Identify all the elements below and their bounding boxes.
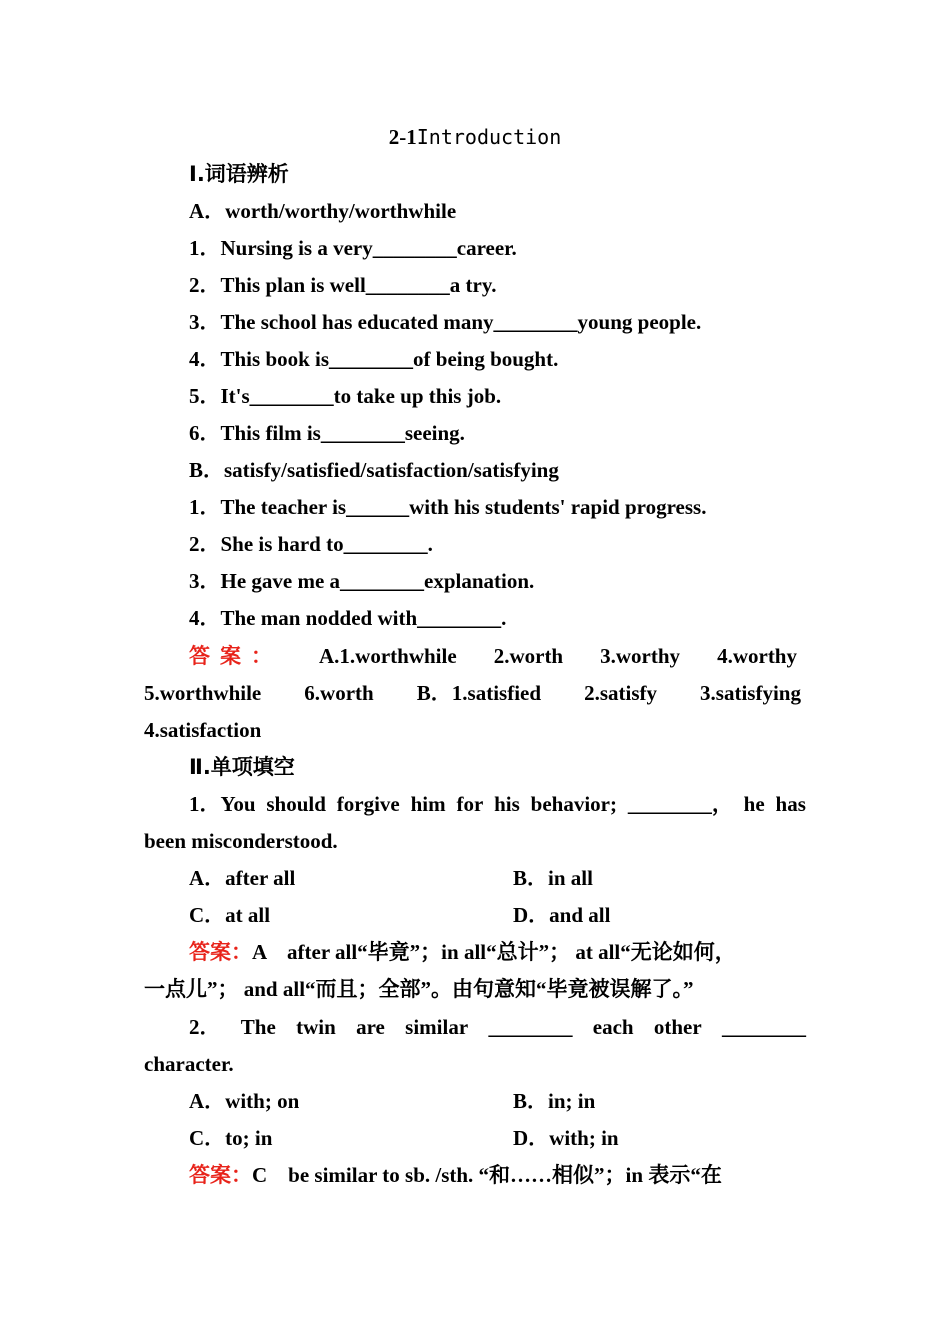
- q2-line1: [189, 1014, 806, 1040]
- answer-value: A.1.worthwhile: [319, 644, 457, 668]
- answer-value: 4.worthy: [717, 644, 797, 668]
- q2-word: The: [240, 1015, 276, 1039]
- q2-option-b: B．in; in: [513, 1089, 596, 1113]
- q1-word: his: [494, 792, 520, 816]
- q2-word: are: [356, 1015, 385, 1039]
- q2-word: similar: [405, 1015, 469, 1039]
- page-title: [0, 124, 950, 150]
- q1-option-c: C．at all: [189, 903, 271, 927]
- partB-item-2: 2．She is hard to________.: [189, 532, 433, 556]
- q1-option-d: D．and all: [513, 903, 611, 927]
- section1-answer-line2: [144, 680, 801, 706]
- answer-value: 5.worthwhile: [144, 681, 262, 705]
- q2-word: each: [592, 1015, 634, 1039]
- q2-word: 2．: [189, 1015, 221, 1039]
- q2-answer-text: C be similar to sb. /sth. “和……相似”；in 表示“在: [252, 1163, 722, 1187]
- q2-word: ________: [488, 1015, 573, 1039]
- q2-word: ________: [722, 1015, 806, 1039]
- section2-heading: Ⅱ.单项填空: [189, 755, 295, 779]
- q2-word: twin: [296, 1015, 336, 1039]
- q1-line2: been misconderstood.: [144, 829, 338, 853]
- partA-item-3: 3．The school has educated many________young people.: [189, 310, 702, 334]
- q1-word: him: [410, 792, 446, 816]
- q1-word: he: [743, 792, 765, 816]
- answer-value: 3.worthy: [600, 644, 681, 668]
- partA-label: A．worth/worthy/worthwhile: [189, 199, 457, 223]
- answer-label: 答案：: [189, 644, 282, 668]
- answer-value: B．1.satisfied: [416, 681, 542, 705]
- partB-item-4: 4．The man nodded with________.: [189, 606, 507, 630]
- q2-option-d: D．with; in: [513, 1126, 619, 1150]
- q2-answer-line1: [189, 1162, 722, 1188]
- q1-answer-line2: 一点儿”； and all“而且；全部”。由句意知“毕竟被误解了。”: [144, 977, 694, 1001]
- partA-item-5: 5．It's________to take up this job.: [189, 384, 502, 408]
- q1-word: for: [456, 792, 484, 816]
- answer-value: 3.satisfying: [700, 681, 801, 705]
- q1-word: forgive: [336, 792, 400, 816]
- q1-option-a: A．after all: [189, 866, 296, 890]
- answer-value: 2.satisfy: [584, 681, 657, 705]
- answer-label: 答案：: [189, 1163, 252, 1187]
- q1-line1: [189, 791, 806, 817]
- q2-line2: character.: [144, 1052, 234, 1076]
- partA-item-2: 2．This plan is well________a try.: [189, 273, 497, 297]
- q1-word: has: [775, 792, 806, 816]
- q1-word: behavior;: [530, 792, 617, 816]
- partA-item-4: 4．This book is________of being bought.: [189, 347, 559, 371]
- q1-word: ________，: [627, 792, 733, 816]
- q2-option-a: A．with; on: [189, 1089, 300, 1113]
- answer-value: 2.worth: [493, 644, 564, 668]
- partA-item-1: 1．Nursing is a very________career.: [189, 236, 517, 260]
- title-word: Introduction: [416, 125, 562, 149]
- partB-item-3: 3．He gave me a________explanation.: [189, 569, 535, 593]
- partB-item-1: 1．The teacher is______with his students' rapid progress.: [189, 495, 707, 519]
- q1-answer-text: A after all“毕竟”；in all“总计”； at all“无论如何，: [252, 940, 736, 964]
- partB-label: B．satisfy/satisfied/satisfaction/satisfying: [189, 458, 559, 482]
- answer-label: 答案：: [189, 940, 252, 964]
- partA-item-6: 6．This film is________seeing.: [189, 421, 465, 445]
- q1-word: should: [266, 792, 326, 816]
- section1-answer-line1: [189, 643, 797, 669]
- title-number: 2-1: [388, 125, 417, 149]
- section1-heading: Ⅰ.词语辨析: [189, 162, 289, 186]
- q2-option-c: C．to; in: [189, 1126, 273, 1150]
- answer-value: 6.worth: [304, 681, 374, 705]
- q1-word: 1．You: [189, 792, 256, 816]
- q2-word: other: [653, 1015, 702, 1039]
- q1-option-b: B．in all: [513, 866, 593, 890]
- q1-answer-line1: [189, 939, 736, 965]
- section1-answer-line3: 4.satisfaction: [144, 718, 262, 742]
